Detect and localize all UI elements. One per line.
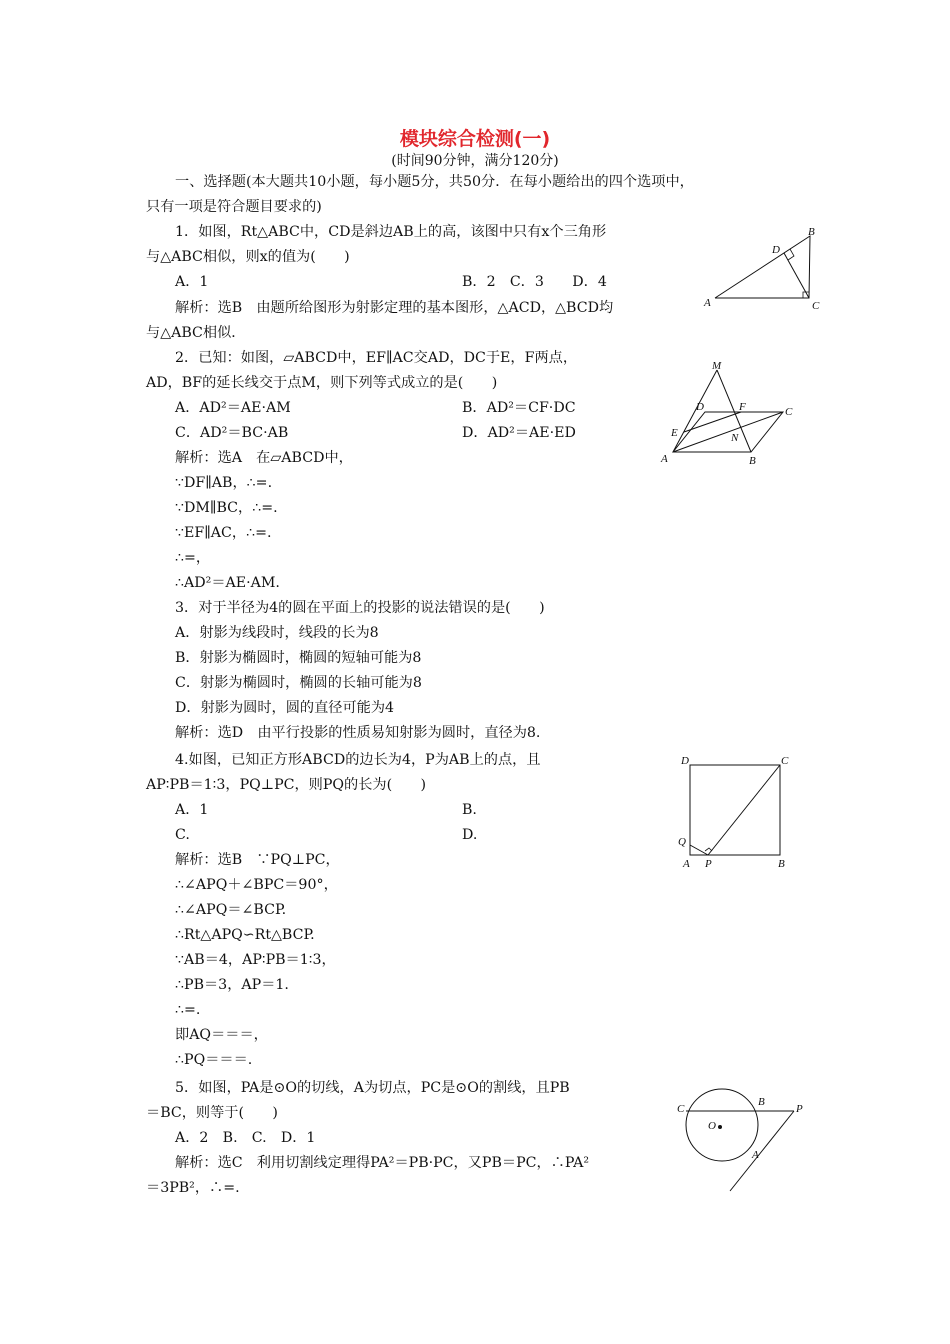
- q3-answer: 解析：选D 由平行投影的性质易知射影为圆时，直径为8.: [175, 725, 541, 741]
- figure-5-circle-tangent: [672, 1085, 812, 1195]
- q5-stem-line2: ＝BC，则等于( ): [146, 1105, 278, 1121]
- figure-2-parallelogram: [655, 360, 805, 472]
- q1-stem-line1: 1．如图，Rt△ABC中，CD是斜边AB上的高，该图中只有x个三角形: [175, 224, 607, 240]
- fig4-label-b: B: [778, 858, 785, 870]
- fig4-label-d: D: [681, 755, 689, 767]
- q5-answer-line2: ＝3PB²，∴=.: [146, 1180, 240, 1196]
- q2-solution-line3: ∵DM∥BC，∴=.: [175, 500, 278, 516]
- q4-option-b: B.: [462, 802, 477, 818]
- q4-solution-line1: 解析：选B ∵PQ⊥PC，: [175, 852, 340, 868]
- section-heading-line2: 只有一项是符合题目要求的): [146, 199, 322, 215]
- fig4-label-a: A: [683, 858, 690, 870]
- q5-answer-line1: 解析：选C 利用切割线定理得PA²＝PB·PC，又PB＝PC，∴PA²: [175, 1155, 590, 1171]
- q2-solution-line4: ∵EF∥AC，∴=.: [175, 525, 272, 541]
- q5-stem-line1: 5．如图，PA是⊙O的切线，A为切点，PC是⊙O的割线，且PB: [175, 1080, 570, 1096]
- section-heading-line1: 一、选择题(本大题共10小题，每小题5分，共50分．在每小题给出的四个选项中，: [175, 174, 694, 190]
- q4-solution-line3: ∴∠APQ＝∠BCP.: [175, 902, 287, 918]
- q3-option-a: A．射影为线段时，线段的长为8: [175, 625, 379, 641]
- figure-1-right-triangle: [700, 222, 830, 314]
- q5-options: A．2 B. C. D．1: [175, 1130, 316, 1146]
- fig5-label-b: B: [758, 1096, 765, 1108]
- q3-option-c: C．射影为椭圆时，椭圆的长轴可能为8: [175, 675, 422, 691]
- q2-solution-line5: ∴=，: [175, 550, 211, 566]
- fig1-label-d: D: [772, 244, 780, 256]
- fig2-label-e: E: [671, 427, 678, 439]
- fig5-label-c: C: [677, 1103, 685, 1115]
- page-subtitle: (时间90分钟，满分120分): [391, 153, 559, 169]
- fig2-label-d: D: [696, 401, 704, 413]
- q2-option-b: B．AD²＝CF·DC: [462, 400, 576, 416]
- q4-stem-line2: AP∶PB＝1∶3，PQ⊥PC，则PQ的长为( ): [146, 777, 427, 793]
- fig2-label-n: N: [731, 432, 739, 444]
- fig4-label-q: Q: [678, 836, 686, 848]
- q1-option-a: A．1: [175, 274, 209, 290]
- fig2-label-m: M: [712, 360, 722, 372]
- q1-answer-line1: 解析：选B 由题所给图形为射影定理的基本图形，△ACD，△BCD均: [175, 300, 614, 316]
- figure-4-square: [675, 752, 800, 872]
- fig4-label-c: C: [781, 755, 789, 767]
- q4-solution-line5: ∵AB＝4，AP∶PB＝1∶3，: [175, 952, 336, 968]
- q4-option-c: C.: [175, 827, 190, 843]
- fig1-label-b: B: [808, 226, 815, 238]
- fig1-label-a: A: [704, 297, 711, 309]
- q1-answer-line2: 与△ABC相似．: [146, 325, 246, 341]
- q4-option-d: D.: [462, 827, 478, 843]
- fig2-label-f: F: [739, 401, 746, 413]
- q2-option-c: C．AD²＝BC·AB: [175, 425, 289, 441]
- q4-solution-line4: ∴Rt△APQ∽Rt△BCP.: [175, 927, 315, 943]
- fig1-label-c: C: [812, 300, 820, 312]
- q4-option-a: A．1: [175, 802, 209, 818]
- page-title: 模块综合检测(一): [399, 128, 551, 150]
- q2-solution-line6: ∴AD²＝AE·AM.: [175, 575, 280, 591]
- q3-option-b: B．射影为椭圆时，椭圆的短轴可能为8: [175, 650, 422, 666]
- fig4-label-p: P: [705, 858, 712, 870]
- fig2-label-a: A: [661, 453, 668, 465]
- q4-solution-line9: ∴PQ＝＝＝.: [175, 1052, 253, 1068]
- q1-stem-line2: 与△ABC相似，则x的值为( ): [146, 249, 350, 265]
- q2-stem-line1: 2．已知：如图，▱ABCD中，EF∥AC交AD，DC于E，F两点，: [175, 350, 578, 366]
- q4-solution-line6: ∴PB＝3，AP＝1.: [175, 977, 289, 993]
- q4-stem-line1: 4.如图，已知正方形ABCD的边长为4，P为AB上的点，且: [175, 752, 541, 768]
- q3-option-d: D．射影为圆时，圆的直径可能为4: [175, 700, 395, 716]
- fig5-label-a: A: [752, 1149, 759, 1161]
- q2-option-a: A．AD²＝AE·AM: [175, 400, 291, 416]
- fig5-label-p: P: [796, 1103, 803, 1115]
- q2-solution-line1: 解析：选A 在▱ABCD中，: [175, 450, 353, 466]
- q2-option-d: D．AD²＝AE·ED: [462, 425, 576, 441]
- q2-solution-line2: ∵DF∥AB，∴=.: [175, 475, 273, 491]
- q3-stem: 3．对于半径为4的圆在平面上的投影的说法错误的是( ): [175, 600, 545, 616]
- fig2-label-c: C: [785, 406, 793, 418]
- q4-solution-line2: ∴∠APQ＋∠BPC＝90°，: [175, 877, 338, 893]
- q4-solution-line7: ∴=.: [175, 1002, 201, 1018]
- q2-stem-line2: AD，BF的延长线交于点M，则下列等式成立的是( ): [146, 375, 498, 391]
- q1-options-bcd: B．2 C．3 D．4: [462, 274, 607, 290]
- fig5-label-o: O: [708, 1120, 716, 1132]
- fig2-label-b: B: [749, 455, 756, 467]
- q4-solution-line8: 即AQ＝＝＝，: [175, 1027, 268, 1043]
